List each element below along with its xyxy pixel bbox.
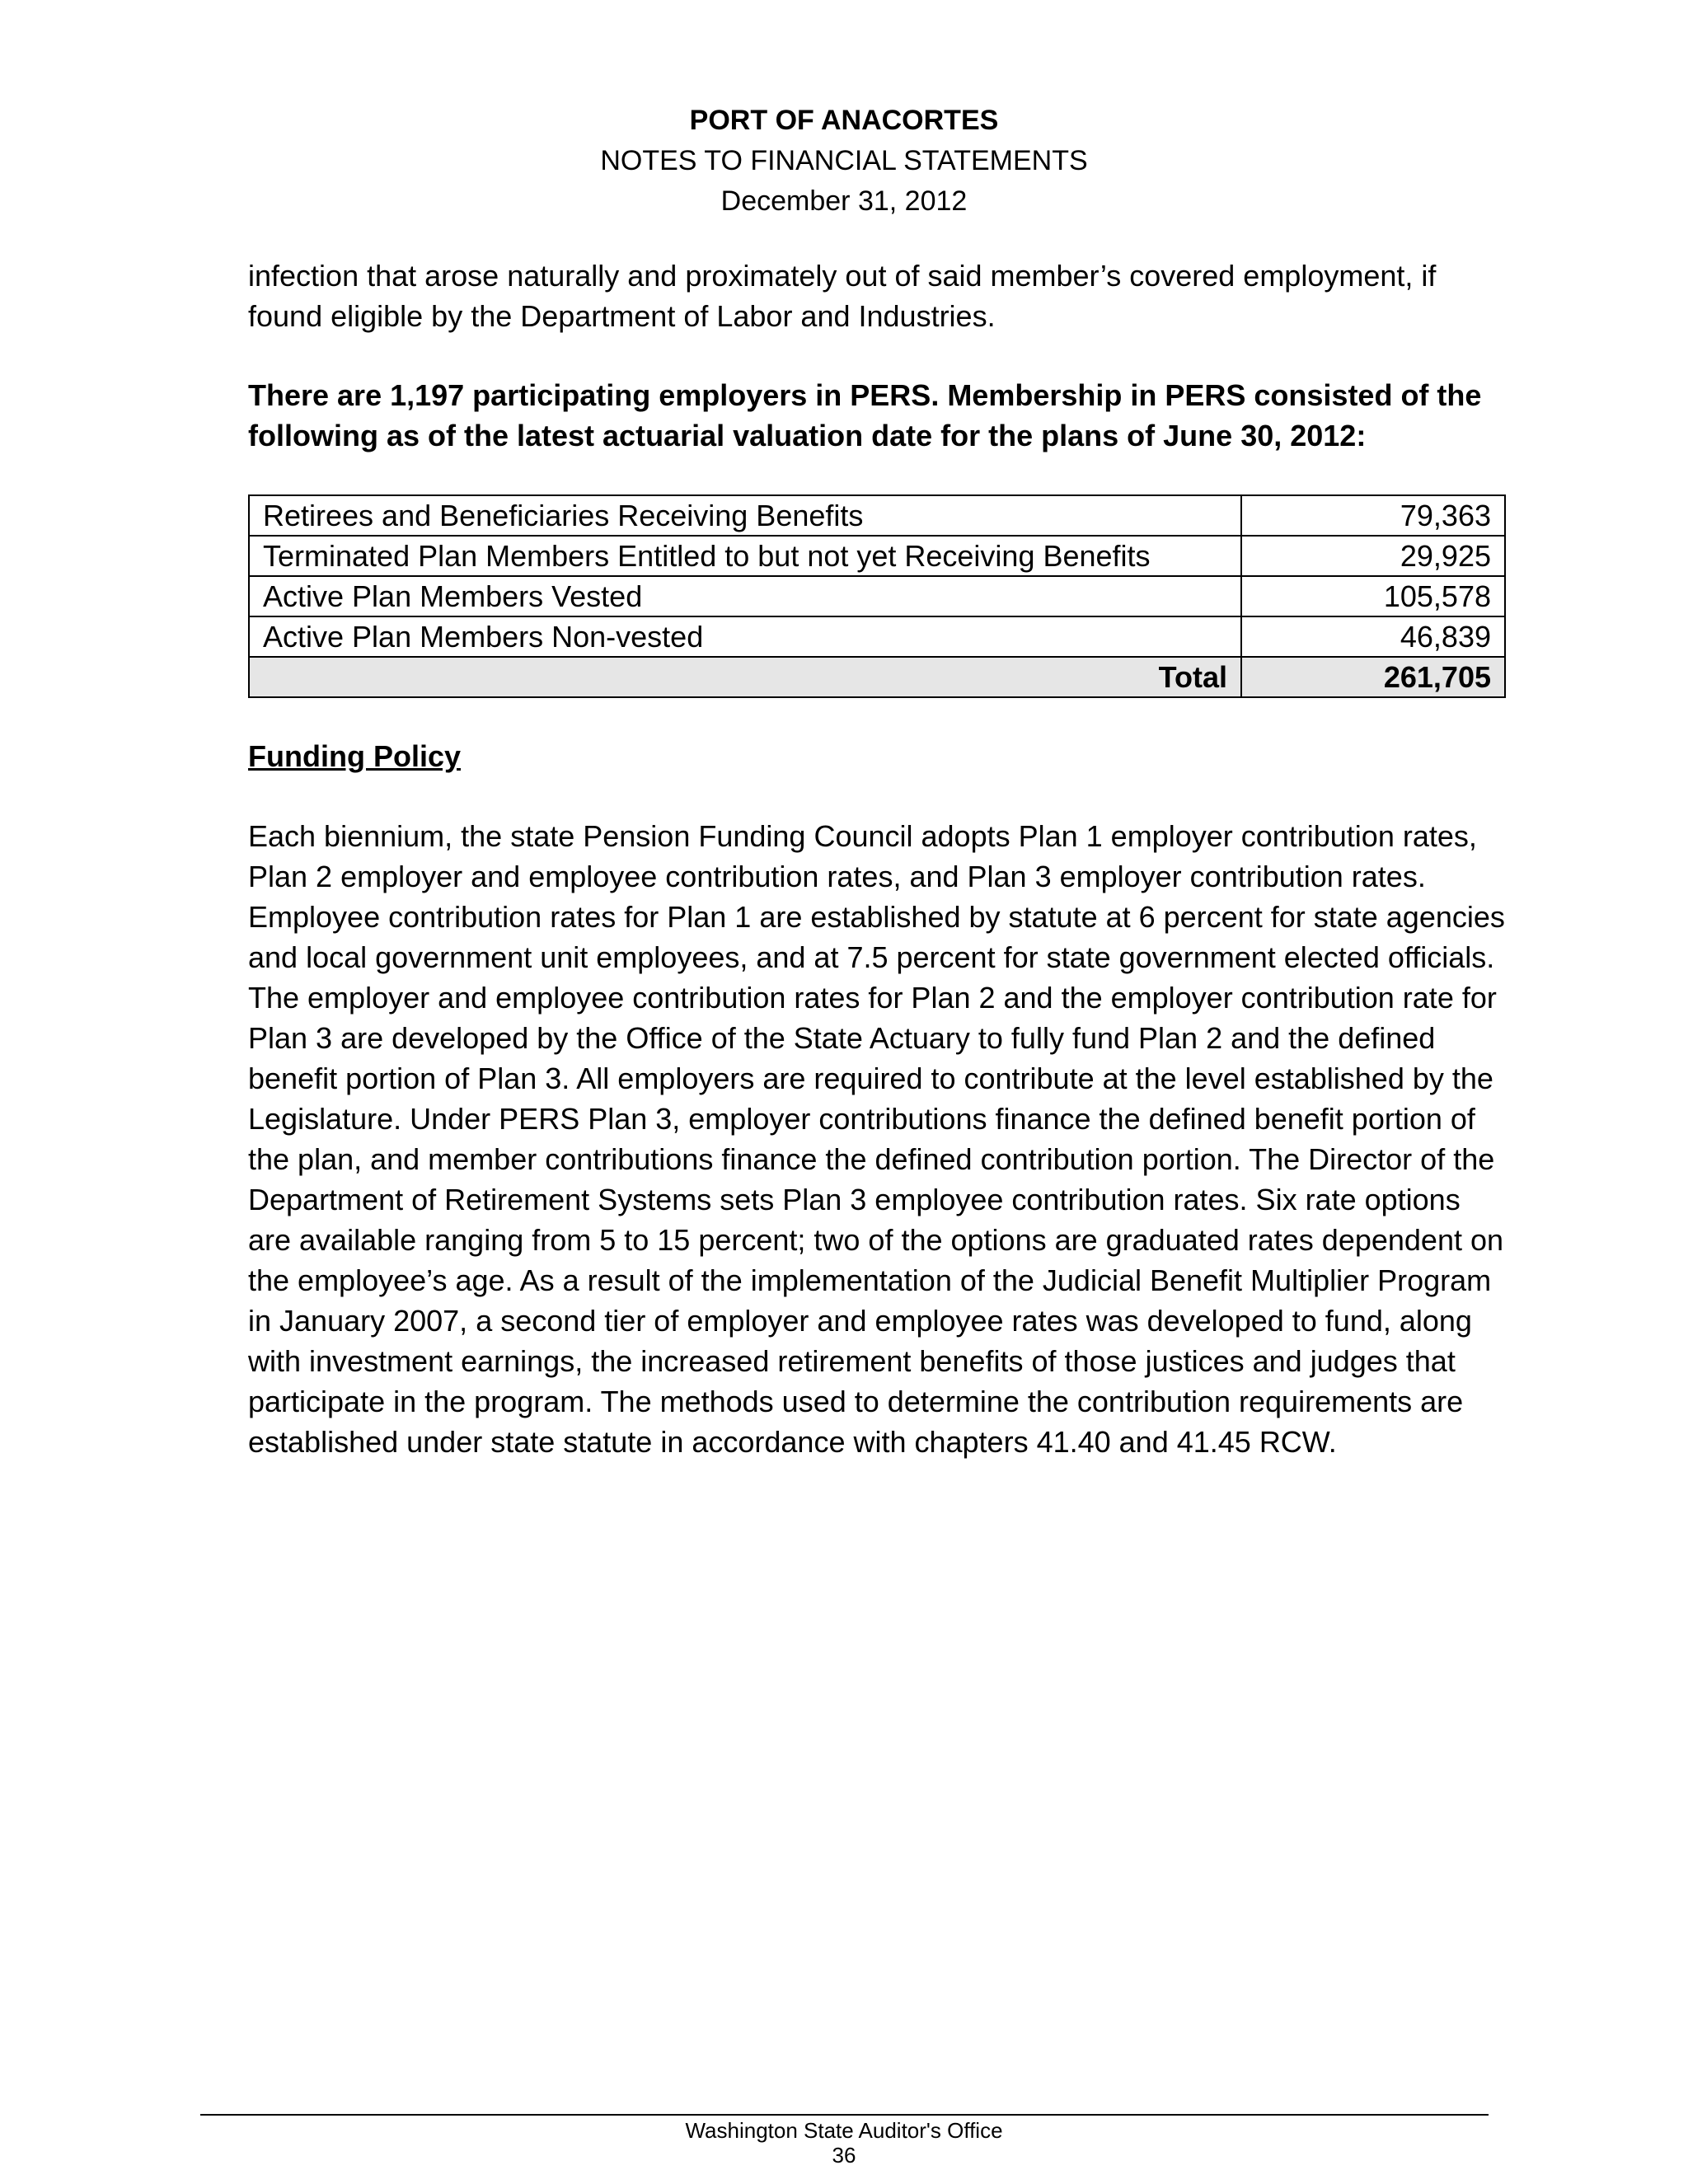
table-row [249, 495, 1505, 536]
intro-paragraph: infection that arose naturally and proximately out of said member’s covered employment, if found eligible by the Department of Labor and Industries. [248, 259, 1437, 333]
table-row [249, 576, 1505, 616]
funding-policy-heading: Funding Policy [248, 739, 461, 773]
membership-paragraph: There are 1,197 participating employers in PERS. Membership in PERS consisted of the following as of the latest actuarial valuation date for the plans of June 30, 2012: [248, 378, 1482, 452]
membership-table [248, 494, 1506, 698]
table-row [249, 616, 1505, 657]
total-value: 261,705 [1241, 657, 1505, 697]
footer-divider [200, 2114, 1489, 2116]
page-header [0, 101, 1688, 222]
table-row [249, 536, 1505, 576]
row-value: 105,578 [1241, 576, 1505, 616]
page-footer [0, 2118, 1688, 2168]
row-label: Terminated Plan Members Entitled to but not yet Receiving Benefits [249, 536, 1241, 576]
row-value: 79,363 [1241, 495, 1505, 536]
row-label: Retirees and Beneficiaries Receiving Benefits [249, 495, 1241, 536]
total-label: Total [249, 657, 1241, 697]
page-number: 36 [832, 2143, 856, 2168]
row-label: Active Plan Members Non-vested [249, 616, 1241, 657]
funding-policy-paragraph: Each biennium, the state Pension Funding Council adopts Plan 1 employer contribution rates, Plan 2 employer and employee contribution rates, and Plan 3 employer contribution rates. Employee contribution rates for Plan 1 are established by statute at 6 percent for state agencies and local government unit employees, and at 7.5 percent for state government elected officials. The employer and employee contribution rates for Plan 2 and the employer contribution rate for Plan 3 are developed by the Office of the State Actuary to fully fund Plan 2 and the defined benefit portion of Plan 3. All employers are required to contribute at the level established by the Legislature. Under PERS Plan 3, employer contributions finance the defined benefit portion of the plan, and member contributions finance the defined contribution portion. The Director of the Department of Retirement Systems sets Plan 3 employee contribution rates. Six rate options are available ranging from 5 to 15 percent; two of the options are graduated rates dependent on the employee’s age. As a result of the implementation of the Judicial Benefit Multiplier Program in January 2007, a second tier of employer and employee rates was developed to fund, along with investment earnings, the increased retirement benefits of those justices and judges that participate in the program. The methods used to determine the contribution requirements are established under state statute in accordance with chapters 41.40 and 41.45 RCW. [248, 819, 1505, 1459]
row-label: Active Plan Members Vested [249, 576, 1241, 616]
total-row [249, 657, 1505, 697]
row-value: 46,839 [1241, 616, 1505, 657]
document-body [248, 255, 1509, 1462]
statement-date: December 31, 2012 [720, 185, 968, 217]
footer-office: Washington State Auditor's Office [685, 2118, 1003, 2143]
row-value: 29,925 [1241, 536, 1505, 576]
organization-title: PORT OF ANACORTES [689, 105, 999, 136]
document-subtitle: NOTES TO FINANCIAL STATEMENTS [600, 145, 1088, 176]
